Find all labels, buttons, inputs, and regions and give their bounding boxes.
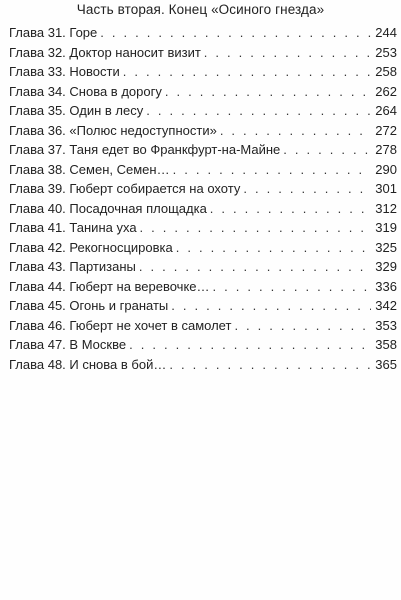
toc-leader-dots xyxy=(171,296,371,316)
toc-entry-label: Глава 31. Горе xyxy=(9,25,98,40)
toc-entry-page: 301 xyxy=(375,181,397,196)
toc-entry xyxy=(9,140,397,160)
toc-entry xyxy=(9,160,397,180)
toc-leader-dots xyxy=(173,160,371,180)
toc-entry-label: Глава 37. Таня едет во Франкфурт-на-Майне xyxy=(9,142,281,157)
toc-entry xyxy=(9,121,397,141)
toc-leader-dots xyxy=(176,238,371,258)
toc-entry-label: Глава 44. Гюберт на веревочке… xyxy=(9,278,210,294)
toc-leader-dots xyxy=(165,82,371,102)
toc-leader-dots xyxy=(123,62,371,82)
toc-leader-dots xyxy=(283,140,371,160)
toc-entry-label: Глава 47. В Москве xyxy=(9,337,127,352)
toc-entry xyxy=(9,179,397,199)
toc-entry xyxy=(9,199,397,219)
toc-leader-dots xyxy=(146,101,371,121)
toc-entry xyxy=(9,23,397,43)
toc-entry-page: 253 xyxy=(375,44,397,60)
toc-entry-page: 365 xyxy=(375,356,397,372)
toc-entry-page: 325 xyxy=(375,239,397,255)
toc-entry xyxy=(9,316,397,336)
toc-entry-label: Глава 48. И снова в бой… xyxy=(9,356,167,372)
toc-entry-label: Глава 33. Новости xyxy=(9,64,120,79)
part-title: Часть вторая. Конец «Осиного гнезда» xyxy=(76,2,325,17)
toc-entry-label: Глава 41. Танина уха xyxy=(9,220,137,235)
toc-leader-dots xyxy=(129,335,371,355)
toc-entry xyxy=(9,296,397,316)
table-of-contents xyxy=(9,23,397,374)
toc-entry-page: 329 xyxy=(375,259,397,274)
toc-entry-label: Глава 43. Партизаны xyxy=(9,259,136,274)
toc-leader-dots xyxy=(139,257,371,277)
toc-entry xyxy=(9,277,397,297)
toc-entry-label: Глава 46. Гюберт не хочет в самолет xyxy=(9,317,232,333)
toc-leader-dots xyxy=(140,218,371,238)
toc-entry xyxy=(9,43,397,63)
toc-entry xyxy=(9,218,397,238)
toc-entry-label: Глава 40. Посадочная площадка xyxy=(9,200,207,216)
toc-entry-label: Глава 45. Огонь и гранаты xyxy=(9,298,169,313)
toc-entry xyxy=(9,82,397,102)
toc-leader-dots xyxy=(220,121,371,141)
toc-entry-page: 290 xyxy=(375,161,397,177)
toc-entry-page: 319 xyxy=(375,220,397,235)
toc-entry-page: 264 xyxy=(375,103,397,118)
toc-entry-label: Глава 36. «Полюс недоступности» xyxy=(9,122,217,138)
toc-entry-page: 312 xyxy=(375,200,397,216)
toc-entry-label: Глава 38. Семен, Семен… xyxy=(9,161,170,177)
toc-entry-page: 244 xyxy=(375,25,397,40)
toc-entry-label: Глава 35. Один в лесу xyxy=(9,103,144,118)
toc-entry-label: Глава 39. Гюберт собирается на охоту xyxy=(9,181,241,196)
toc-entry-page: 358 xyxy=(375,337,397,352)
toc-entry-label: Глава 32. Доктор наносит визит xyxy=(9,44,201,60)
toc-leader-dots xyxy=(234,316,371,336)
toc-entry xyxy=(9,257,397,277)
toc-leader-dots xyxy=(213,277,371,297)
toc-leader-dots xyxy=(100,23,371,43)
toc-entry-page: 262 xyxy=(375,83,397,99)
toc-entry xyxy=(9,101,397,121)
toc-leader-dots xyxy=(169,355,371,375)
toc-entry-page: 278 xyxy=(375,142,397,157)
toc-entry-label: Глава 34. Снова в дорогу xyxy=(9,83,162,99)
toc-entry-page: 272 xyxy=(375,122,397,138)
toc-leader-dots xyxy=(243,179,371,199)
toc-entry-page: 342 xyxy=(375,298,397,313)
toc-leader-dots xyxy=(204,43,371,63)
toc-entry xyxy=(9,355,397,375)
toc-entry xyxy=(9,335,397,355)
toc-entry xyxy=(9,238,397,258)
toc-leader-dots xyxy=(210,199,371,219)
toc-entry-page: 336 xyxy=(375,278,397,294)
toc-entry-page: 258 xyxy=(375,64,397,79)
toc-entry xyxy=(9,62,397,82)
toc-entry-page: 353 xyxy=(375,317,397,333)
toc-entry-label: Глава 42. Рекогносцировка xyxy=(9,239,173,255)
